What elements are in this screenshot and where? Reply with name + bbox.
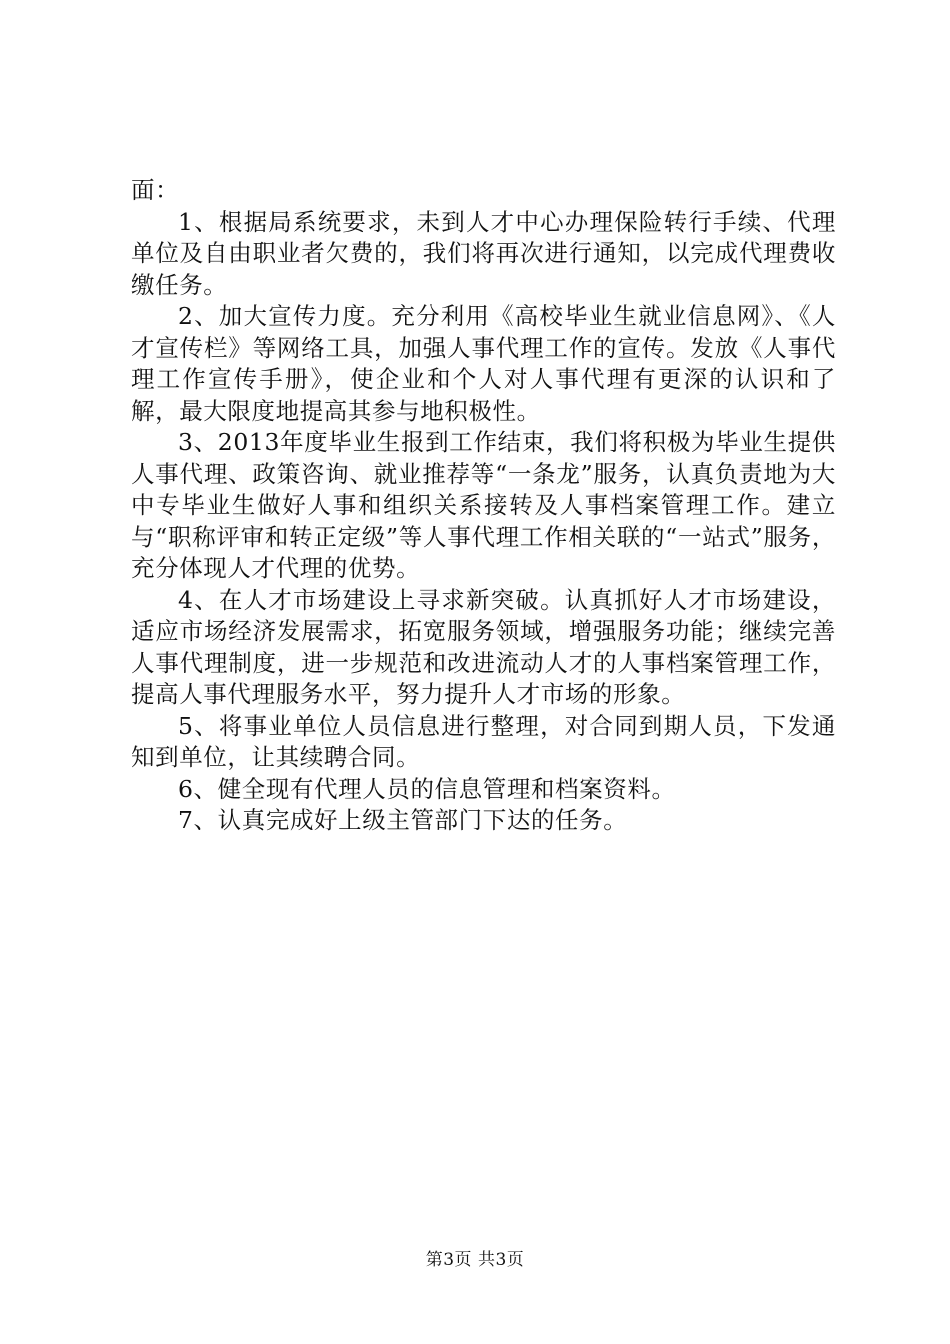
document-body (131, 175, 836, 837)
page-number-footer: 第3页 共3页 (425, 1250, 525, 1270)
paragraph-item-6: 6、健全现有代理人员的信息管理和档案资料。 (178, 774, 676, 803)
paragraph-item-5: 5、将事业单位人员信息进行整理，对合同到期人员，下发通知到单位，让其续聘合同。 (131, 711, 836, 771)
paragraph-item-7: 7、认真完成好上级主管部门下达的任务。 (178, 806, 628, 834)
paragraph-item-2: 2、加大宣传力度。充分利用《高校毕业生就业信息网》、《人才宣传栏》等网络工具，加强人事代理工作的宣传。发放《人事代理工作宣传手册》，使企业和个人对人事代理有更深的认识和了解，最大限度地提高其参与地积极性。 (131, 302, 836, 425)
paragraph-continuation: 面： (131, 176, 180, 204)
paragraph-item-1: 1、根据局系统要求，未到人才中心办理保险转行手续、代理单位及自由职业者欠费的，我们将再次进行通知，以完成代理费收缴任务。 (131, 207, 836, 299)
paragraph-item-3: 3、2013年度毕业生报到工作结束，我们将积极为毕业生提供人事代理、政策咨询、就业推荐等“一条龙”服务，认真负责地为大中专毕业生做好人事和组织关系接转及人事档案管理工作。建立与“职称评审和转正定级”等人事代理工作相关联的“一站式”服务，充分体现人才代理的优势。 (131, 428, 836, 582)
paragraph-item-4: 4、在人才市场建设上寻求新突破。认真抓好人才市场建设，适应市场经济发展需求，拓宽服务领域，增强服务功能；继续完善人事代理制度，进一步规范和改进流动人才的人事档案管理工作，提高人事代理服务水平，努力提升人才市场的形象。 (131, 585, 836, 708)
